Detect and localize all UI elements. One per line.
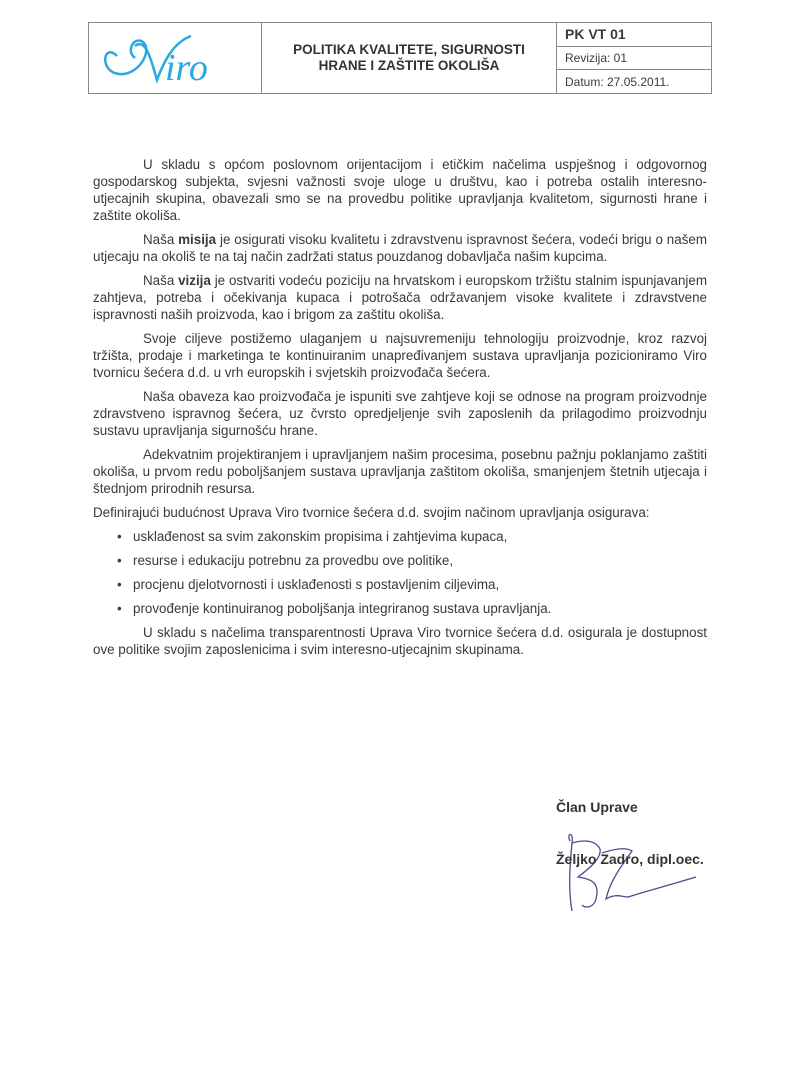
- document-meta: [557, 23, 711, 93]
- bullet-icon: •: [117, 529, 122, 544]
- paragraph-management: Definirajući budućnost Uprava Viro tvornice šećera d.d. svojim načinom upravljanja osigurava:: [93, 505, 650, 520]
- bullet-icon: •: [117, 601, 122, 616]
- text: Naša: [143, 273, 179, 288]
- document-code: PK VT 01: [557, 23, 711, 47]
- list-item: [93, 528, 707, 545]
- text: Naša: [143, 232, 179, 247]
- paragraph-intro: U skladu s općom poslovnom orijentacijom i etičkim načelima uspješnog i odgovornog gospodarskog subjekta, svjesni važnosti svoje uloge u društvu, kao i potreba ostalih interesno-utjecajnih skupina, obavezali smo se na provedbu politike upravljanja kvalitetom, sigurnosti hrane i zaštite okoliša.: [93, 157, 707, 223]
- paragraph-environment: Adekvatnim projektiranjem i upravljanjem našim procesima, posebnu pažnju poklanjamo zaštiti okoliša, u prvom redu poboljšanjem sustava upravljanja zaštitom okoliša, smanjenjem štetnih utjecaja i štednjom prirodnih resursa.: [93, 447, 707, 496]
- list-item: [93, 552, 707, 569]
- list-item-text: usklađenost sa svim zakonskim propisima i zahtjevima kupaca,: [133, 529, 508, 544]
- paragraph-obligation: Naša obaveza kao proizvođača je ispuniti sve zahtjeve koji se odnose na program proizvodnje zdravstveno ispravnog šećera, uz čvrsto opredjeljenje svih zaposlenih da prilagodimo proizvodnju sustavu upravljanja sigurnošću hrane.: [93, 389, 707, 438]
- paragraph-mission: [93, 231, 707, 265]
- document-date: Datum: 27.05.2011.: [565, 74, 670, 89]
- list-item: [93, 600, 707, 617]
- mission-term: misija: [178, 232, 217, 247]
- text: je ostvariti vodeću poziciju na hrvatskom i europskom tržištu stalnim ispunjavanjem zahtjeva, potreba i očekivanja kupaca i potrošača održavanjem visoke kvalitete i zdravstvene ispravnosti naših proizvoda, kao i brigom za zaštitu okoliša.: [93, 273, 707, 322]
- title-line-2: HRANE I ZAŠTITE OKOLIŠA: [318, 58, 500, 73]
- list-item-text: provođenje kontinuiranog poboljšanja integriranog sustava upravljanja.: [133, 601, 552, 616]
- vision-term: vizija: [178, 273, 211, 288]
- list-item-text: resurse i edukaciju potrebnu za provedbu ove politike,: [133, 553, 454, 568]
- bullet-icon: •: [117, 577, 122, 592]
- svg-text:iro: iro: [165, 47, 208, 88]
- document-header: [88, 22, 712, 94]
- paragraph-goals: Svoje ciljeve postižemo ulaganjem u najsuvremeniju tehnologiju proizvodnje, kroz razvoj tržišta, prodaje i marketinga te kontinuiranim unapređivanjem sustava upravljanja pozicioniramo Viro tvornicu šećera d.d. u vrh europskih i svjetskih proizvođača šećera.: [93, 331, 707, 380]
- viro-logo: [95, 28, 255, 88]
- title-line-1: POLITIKA KVALITETE, SIGURNOSTI: [293, 42, 525, 57]
- paragraph-transparency: U skladu s načelima transparentnosti Uprava Viro tvornice šećera d.d. osigurala je dostupnost ove politike svojim zaposlenicima i svim interesno-utjecajnim skupinama.: [93, 625, 707, 657]
- list-item: [93, 576, 707, 593]
- handwritten-signature: [556, 819, 736, 919]
- paragraph-vision: [93, 272, 707, 323]
- signature-block: [556, 799, 776, 929]
- bullet-icon: •: [117, 553, 122, 568]
- document-body: [93, 156, 707, 665]
- signatory-title: Član Uprave: [556, 799, 638, 815]
- document-revision: Revizija: 01: [557, 47, 711, 71]
- logo-cell: [89, 23, 262, 93]
- signatory-name: Željko Zadro, dipl.oec.: [556, 851, 704, 867]
- text: je osigurati visoku kvalitetu i zdravstvenu ispravnost šećera, vodeći brigu o našem utjecaju na okoliš te na taj način zadržati status pouzdanog dobavljača našim kupcima.: [93, 232, 707, 264]
- document-title: [262, 23, 557, 93]
- list-item-text: procjenu djelotvornosti i usklađenosti s postavljenim ciljevima,: [133, 577, 500, 592]
- commitments-list: [93, 528, 707, 617]
